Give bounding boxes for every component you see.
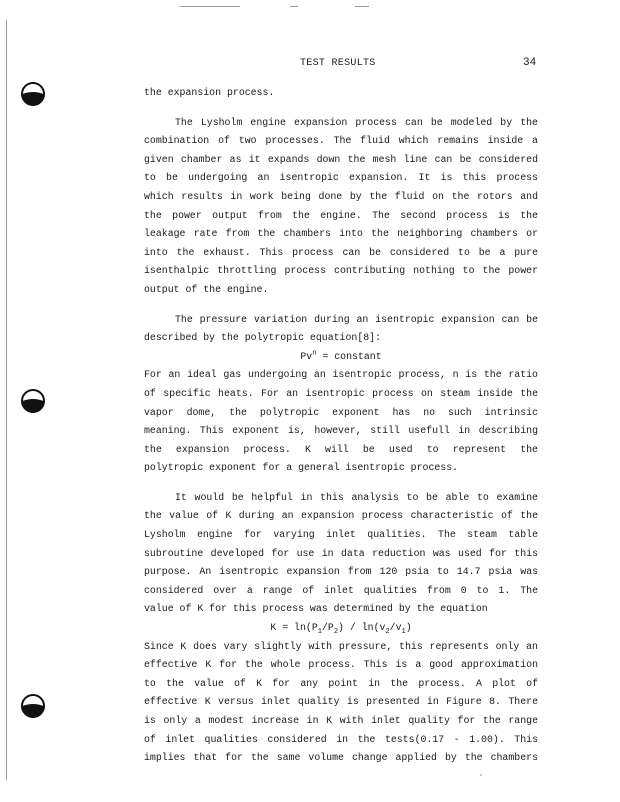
text-line (144, 712, 538, 731)
paragraph (144, 114, 538, 300)
page-edge-line (6, 20, 7, 780)
paragraph-gap (144, 103, 538, 114)
text-line-content: combination of two processes. The fluid which remains inside a (144, 135, 538, 147)
text-line-content: effective K versus inlet quality is presented in Figure 8. There (144, 696, 538, 708)
text-line-content: meaning. This exponent is, however, still usefull in describing (144, 425, 538, 437)
text-line-content: subroutine developed for use in data reduction was used for this (144, 547, 538, 559)
text-line-content: implies that for the same volume change applied by the chambers (144, 752, 538, 764)
paragraph (144, 366, 538, 478)
text-line (144, 731, 538, 750)
text-line-content: Lysholm engine for varying inlet qualities. The steam table (144, 529, 538, 541)
text-line-content: purpose. An isentropic expansion from 120 psia to 14.7 psia was (144, 566, 538, 578)
text-line-content: effective K for the whole process. This is a good approximation (144, 659, 538, 671)
text-block (144, 366, 538, 619)
binder-hole-icon (21, 694, 45, 718)
binder-hole-icon (21, 82, 45, 106)
text-line-content: the power output from the engine. The second process is the (144, 209, 538, 221)
page-number: 34 (523, 57, 537, 69)
text-line (144, 281, 538, 300)
running-header: TEST RESULTS (300, 58, 376, 69)
text-line (144, 151, 538, 170)
text-line-content: vapor dome, the polytropic exponent has no such intrinsic (144, 406, 538, 418)
equation-polytropic: $Pv^n$ = constant (300, 349, 382, 362)
paragraph (144, 84, 538, 103)
text-line (144, 638, 538, 657)
text-line-content: is only a modest increase in K with inlet quality for the range (144, 715, 538, 726)
text-line (144, 311, 538, 330)
text-line (144, 526, 538, 545)
text-line (144, 169, 538, 188)
text-line-content: It would be helpful in this analysis to be able to examine (175, 491, 538, 503)
text-line-content: described by the polytropic equation[8]: (144, 332, 382, 344)
text-block (144, 638, 538, 768)
text-line-content: of inlet qualities considered in the tests(0.17 - 1.00). This (144, 733, 538, 745)
text-line-content: For an ideal gas undergoing an isentropic process, n is the ratio (144, 369, 538, 381)
text-line (144, 422, 538, 441)
text-line (144, 563, 538, 582)
text-line-content: which results in work being done by the fluid on the rotors and (144, 190, 538, 202)
text-line-content: The pressure variation during an isentropic expansion can be (175, 313, 538, 325)
text-line-content: of specific heats. For an isentropic process on steam inside the (144, 387, 538, 399)
text-line (144, 84, 538, 103)
text-line (144, 366, 538, 385)
text-line-content: the expansion process. (144, 87, 275, 98)
scan-artifact (180, 6, 240, 7)
text-line-content: polytropic exponent for a general isentropic process. (144, 462, 459, 474)
text-line-content: to be undergoing an isentropic expansion. It is this process (144, 172, 538, 184)
text-line (144, 262, 538, 281)
text-line-content: isenthalpic throttling process contributing nothing to the power (144, 265, 538, 277)
text-line-content: to the value of K for any point in the process. A plot of (144, 677, 538, 689)
text-line-content: The Lysholm engine expansion process can be modeled by the (175, 116, 538, 128)
equation-k: $K = \ln(P_1/P_2) / \ln(v_2/v_1)$ (270, 622, 412, 636)
text-line-content: the expansion process. K will be used to represent the (144, 443, 538, 455)
text-line (144, 207, 538, 226)
paragraph (144, 638, 538, 768)
text-line (144, 749, 538, 768)
text-line (144, 693, 538, 712)
text-line (144, 507, 538, 526)
text-line-content: value of K for this process was determined by the equation (144, 603, 488, 615)
text-line (144, 441, 538, 460)
paragraph (144, 489, 538, 619)
text-line (144, 132, 538, 151)
paragraph-gap (144, 300, 538, 311)
text-line (144, 489, 538, 508)
scan-speck (480, 774, 482, 776)
scan-artifact (355, 6, 369, 7)
text-line (144, 114, 538, 133)
scan-artifact (290, 6, 298, 7)
text-line-content: the value of K during an expansion process characteristic of the (144, 510, 538, 522)
text-block (144, 84, 538, 348)
text-line (144, 329, 538, 348)
paragraph (144, 311, 538, 348)
text-line-content: output of the engine. (144, 283, 269, 295)
text-line-content: leakage rate from the chambers into the neighboring chambers or (144, 228, 538, 240)
text-line-content: considered over a range of inlet qualities from 0 to 1. The (144, 584, 538, 596)
text-line (144, 675, 538, 694)
text-line (144, 656, 538, 675)
text-line-content: into the exhaust. This process can be considered to be a pure (144, 246, 538, 258)
body-text (144, 84, 538, 768)
text-line (144, 385, 538, 404)
text-line (144, 600, 538, 619)
text-line (144, 582, 538, 601)
text-line (144, 188, 538, 207)
text-line (144, 244, 538, 263)
text-line (144, 459, 538, 478)
text-line-content: Since K does vary slightly with pressure, this represents only an (144, 640, 538, 652)
text-line-content: given chamber as it expands down the mesh line can be considered (144, 153, 538, 165)
text-line (144, 404, 538, 423)
text-line (144, 225, 538, 244)
paragraph-gap (144, 478, 538, 489)
text-line (144, 545, 538, 564)
binder-hole-icon (21, 389, 45, 413)
